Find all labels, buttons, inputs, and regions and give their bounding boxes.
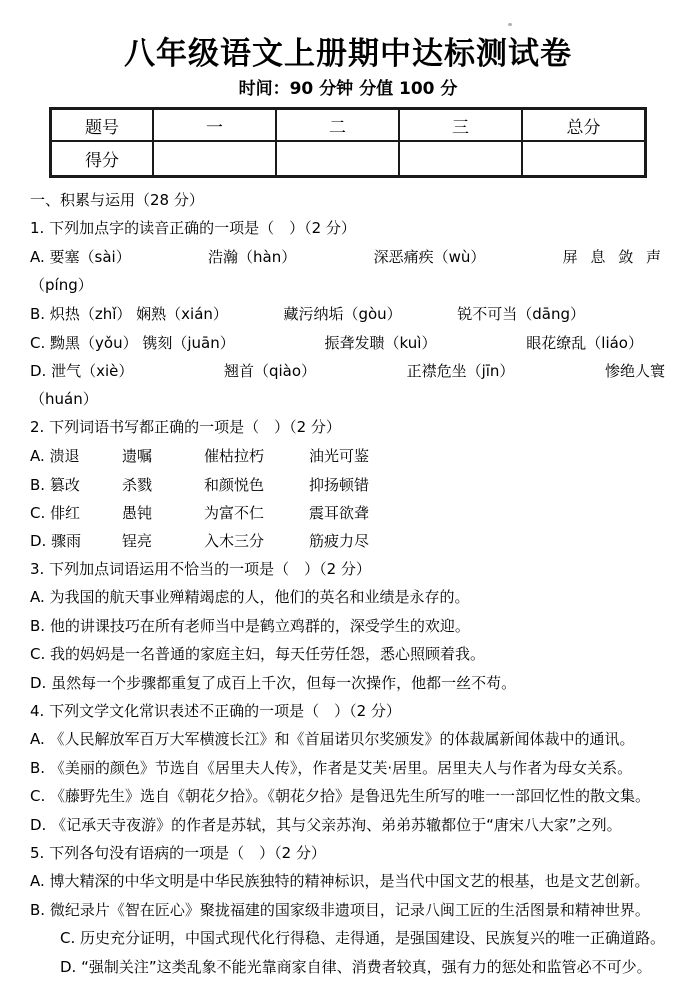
score-table-empty-cell [276, 141, 399, 177]
option-text: 锐不可当（dāng） [457, 305, 585, 324]
page-subtitle: 时间：90 分钟 分值 100 分 [238, 79, 458, 99]
option-text: 屏 息 敛 声 [562, 248, 665, 267]
paper-body [0, 178, 696, 981]
word-item: C. 俳红 [30, 503, 81, 522]
option-text: D. 泄气（xiè） [30, 362, 134, 381]
word-item: 为富不仁 [204, 503, 265, 522]
question-5-option-a: A. 博大精深的中华文明是中华民族独特的精神标识，是当代中国文艺的根基，也是文艺创新。 [30, 872, 650, 891]
option-text: 藏污纳垢（gòu） [283, 305, 402, 324]
score-table-empty-cell [153, 141, 276, 177]
question-2-option-d [30, 527, 665, 555]
question-1-stem: 1. 下列加点字的读音正确的一项是（ ）（2 分） [30, 219, 356, 238]
scan-artifact-dot [508, 23, 512, 26]
word-item: 锃亮 [122, 532, 153, 551]
question-3-option-d: D. 虽然每一个步骤都重复了成百上千次，但每一次操作，他都一丝不苟。 [30, 673, 517, 692]
option-text: 正襟危坐（jīn） [406, 362, 515, 381]
section-one-heading: 一、积累与运用（28 分） [30, 191, 204, 209]
question-2-option-b [30, 470, 665, 498]
word-item: 遗嘱 [122, 447, 153, 466]
word-item: 催枯拉朽 [204, 447, 265, 466]
score-table [49, 107, 647, 178]
question-1-option-d [30, 356, 665, 384]
score-table-score-row [51, 141, 646, 177]
question-1-option-a-continuation: （píng） [30, 276, 93, 295]
question-4-option-d: D. 《记承天寺夜游》的作者是苏轼，其与父亲苏洵、弟弟苏辙都位于“唐宋八大家”之列。 [30, 815, 622, 834]
question-5-option-b: B. 微纪录片《智在匠心》聚拢福建的国家级非遗项目，记录八闽工匠的生活图景和精神世界。 [30, 900, 650, 919]
question-1-option-c [30, 328, 665, 356]
score-table-empty-cell [522, 141, 646, 177]
option-text: B. 炽热（zhǐ） 娴熟（xián） [30, 305, 228, 324]
question-3-option-a: A. 为我国的航天事业殚精竭虑的人，他们的英名和业绩是永存的。 [30, 588, 470, 607]
word-item: 筋疲力尽 [309, 532, 370, 551]
question-5-option-c: C. 历史充分证明，中国式现代化行得稳、走得通，是强国建设、民族复兴的唯一正确道路。 [60, 929, 666, 948]
word-item: 入木三分 [204, 532, 265, 551]
option-text: 浩瀚（hàn） [208, 248, 297, 267]
question-4-option-a: A. 《人民解放军百万大军横渡长江》和《首届诺贝尔奖颁发》的体裁属新闻体裁中的通讯。 [30, 730, 635, 749]
word-item: B. 篡改 [30, 475, 80, 494]
score-table-cell-part-two: 二 [276, 109, 399, 142]
option-text: C. 黝黑（yǒu） 镌刻（juān） [30, 333, 235, 352]
question-3-option-b: B. 他的讲课技巧在所有老师当中是鹤立鸡群的，深受学生的欢迎。 [30, 616, 470, 635]
score-table-empty-cell [399, 141, 522, 177]
option-text: 振聋发聩（kuì） [324, 333, 437, 352]
word-item: 抑扬顿错 [309, 475, 370, 494]
question-4-option-c: C. 《藤野先生》选自《朝花夕拾》。《朝花夕拾》是鲁迅先生所写的唯一一部回忆性的散文集。 [30, 787, 651, 806]
question-2-stem: 2. 下列词语书写都正确的一项是（ ）（2 分） [30, 418, 341, 437]
option-text: 翘首（qiào） [223, 362, 316, 381]
word-item: 和颜悦色 [204, 475, 265, 494]
question-3-option-c: C. 我的妈妈是一名普通的家庭主妇，每天任劳任怨，悉心照顾着我。 [30, 645, 486, 664]
page-title: 八年级语文上册期中达标测试卷 [124, 36, 572, 72]
question-2-option-c [30, 498, 665, 526]
score-table-cell-part-three: 三 [399, 109, 522, 142]
score-table-cell-total: 总分 [522, 109, 646, 142]
question-2-option-a [30, 442, 665, 470]
option-text: 惨绝人寰 [604, 362, 665, 381]
question-5-stem: 5. 下列各句没有语病的一项是（ ）（2 分） [30, 843, 326, 862]
question-1-option-a [30, 243, 665, 271]
option-text: 眼花缭乱（liáo） [526, 333, 643, 352]
word-item: 油光可鉴 [309, 447, 370, 466]
score-table-header-row [51, 109, 646, 142]
question-1-option-b [30, 300, 665, 328]
question-4-stem: 4. 下列文学文化常识表述不正确的一项是（ ）（2 分） [30, 702, 401, 721]
word-item: 愚钝 [122, 503, 153, 522]
option-text: 深恶痛疾（wù） [373, 248, 486, 267]
word-item: 震耳欲聋 [309, 503, 370, 522]
question-3-stem: 3. 下列加点词语运用不恰当的一项是（ ）（2 分） [30, 560, 371, 579]
option-text: A. 要塞（sài） [30, 248, 131, 267]
word-item: A. 溃退 [30, 447, 80, 466]
score-table-cell-question-number: 题号 [51, 109, 154, 142]
question-1-option-d-continuation: （huán） [30, 389, 98, 408]
question-5-option-d: D. “强制关注”这类乱象不能光靠商家自律、消费者较真，强有力的惩处和监管必不可少。 [60, 957, 652, 976]
score-table-cell-part-one: 一 [153, 109, 276, 142]
word-item: 杀戮 [122, 475, 153, 494]
word-item: D. 骤雨 [30, 532, 82, 551]
score-table-cell-score-label: 得分 [51, 141, 154, 177]
question-4-option-b: B. 《美丽的颜色》节选自《居里夫人传》，作者是艾芙·居里。居里夫人与作者为母女关系。 [30, 758, 633, 777]
